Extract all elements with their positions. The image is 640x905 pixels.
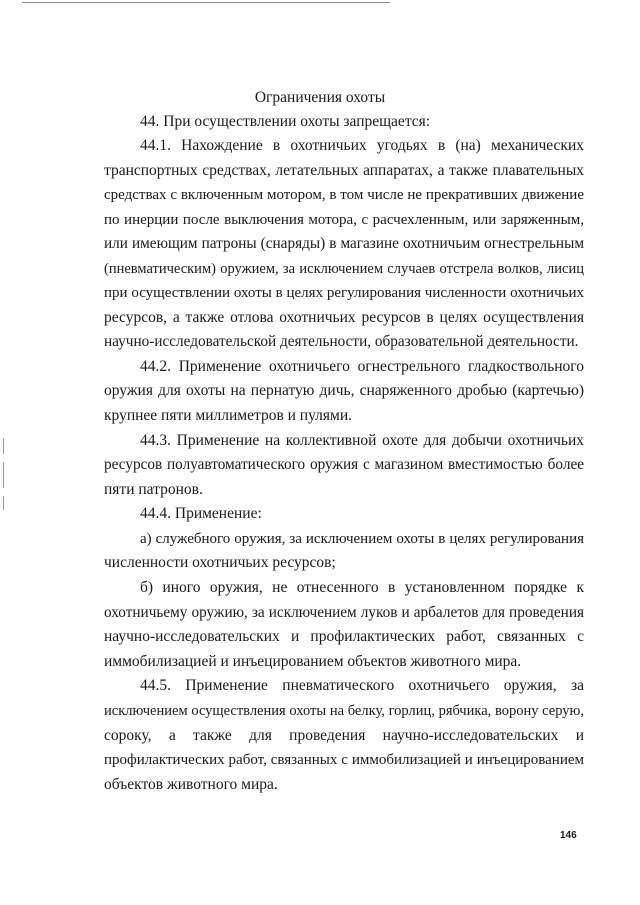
text-line: 44.4. Применение: — [140, 505, 262, 522]
text-line: профилактических работ, связанных с иммобилизацией и инъецированием — [104, 752, 584, 768]
text-line: по инерции после выключения мотора, с расчехленным, или заряженным, — [104, 212, 584, 228]
text-line: 44. При осуществлении охоты запрещается: — [140, 113, 431, 130]
text-line: ресурсов, а также отлова охотничьих ресурсов в целях осуществления — [104, 309, 584, 326]
text-line: охотничьему оружию, за исключением луков и арбалетов для проведения — [104, 604, 584, 621]
text-line: при осуществлении охоты в целях регулирования численности охотничьих — [104, 285, 584, 301]
text-line: иммобилизацией и инъецированием объектов животного мира. — [104, 653, 522, 670]
text-line: исключением осуществления охоты на белку, горлиц, рябчика, ворону серую, — [104, 703, 584, 719]
text-line: крупнее пяти миллиметров и пулями. — [104, 407, 353, 424]
text-line: 44.3. Применение на коллективной охоте для добычи охотничьих — [140, 432, 584, 449]
text-line: 44.5. Применение пневматического охотничьего оружия, за — [140, 677, 584, 694]
page-number: 146 — [560, 830, 577, 841]
text-line: сороку, а также для проведения научно-исследовательских и — [104, 727, 584, 744]
text-line: или имеющим патроны (снаряды) в магазине охотничьим огнестрельным — [104, 235, 584, 252]
margin-mark — [3, 438, 4, 454]
text-line: (пневматическим) оружием, за исключением случаев отстрела волков, лисиц — [104, 261, 584, 277]
text-line: транспортных средствах, летательных аппаратах, а также плавательных — [104, 162, 584, 179]
text-line: оружия для охоты на пернатую дичь, снаряженного дробью (картечью) — [104, 382, 584, 399]
text-line: объектов животного мира. — [104, 776, 278, 793]
text-line: 44.1. Нахождение в охотничьих угодьях в (на) механических — [140, 137, 584, 154]
text-line: а) служебного оружия, за исключением охоты в целях регулирования — [140, 531, 584, 547]
margin-mark — [3, 496, 4, 510]
text-line: 44.2. Применение охотничьего огнестрельного гладкоствольного — [140, 358, 584, 375]
text-line: численности охотничьих ресурсов; — [104, 554, 336, 571]
document-title: Ограничения охоты — [254, 89, 386, 106]
top-edge-rule — [22, 2, 390, 3]
text-line: научно-исследовательской деятельности, образовательной деятельности. — [104, 333, 579, 350]
text-line: средствах с включенным мотором, в том числе не прекративших движение — [104, 187, 584, 203]
text-line: б) иного оружия, не отнесенного в установленном порядке к — [140, 579, 584, 596]
text-line: научно-исследовательских и профилактических работ, связанных с — [104, 628, 584, 645]
text-line: ресурсов полуавтоматического оружия с магазином вместимостью более — [104, 456, 584, 473]
margin-mark — [3, 462, 4, 488]
text-line: пяти патронов. — [104, 481, 203, 498]
